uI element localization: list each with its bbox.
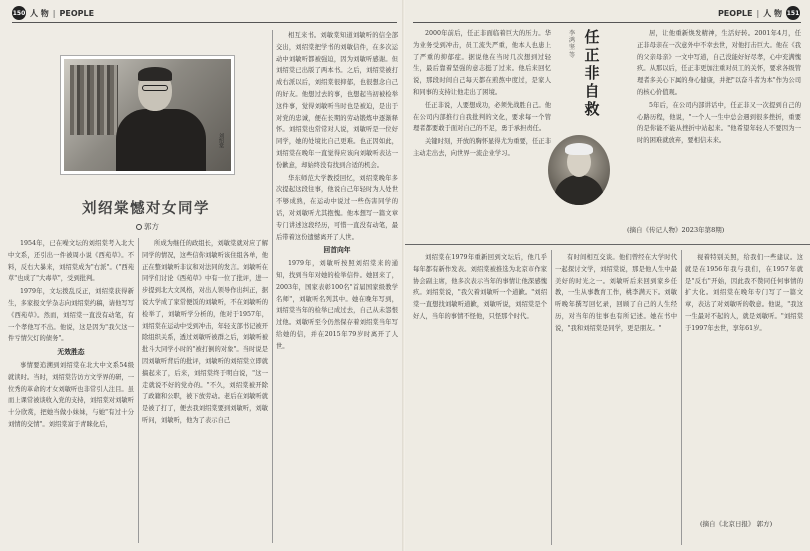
intro-paragraph-2: 1979年，文坛拨乱反正，刘绍棠获得新生，多家报文学杂志向刘绍棠约稿，请他写写《西苑草》。然而，刘绍棠一直没有动笔，有一个孝他写不出。他说，这是因为"我欠这一件亏情欠灯的债务"。: [8, 288, 134, 343]
lower-column-1: [413, 252, 547, 545]
header-rule: [413, 22, 801, 23]
portrait-hair-shape: [565, 143, 593, 155]
story-paragraph: 2000年前后，任正非面临着巨大的压力。华为业务受到冲击，员工流失严重，他本人也患上了严重的抑郁症。据说他在当时几次想到过轻生，最后靠着坚强的意志挺了过来。他后来回忆说，那段时间自己每天都在煎熬中度过，是家人和同事的支持让他走出了困境。: [413, 30, 551, 96]
lower-column-3: [685, 252, 803, 514]
story-column-a: [413, 28, 551, 238]
article-title: 刘绍棠憾对女同学: [82, 200, 210, 217]
lower-paragraph: 刘绍棠在1979年重新回到文坛后，他几乎每年都有新作发表。刘绍棠被推选为北京市作家协会副主席，他多次表示当年的事情让他深感愧疚。刘绍棠说，"我欠着刘敏听一个道歉。"刘绍棠一直想找刘敏听道歉，刘敏听说，刘绍棠是个好人，当年的事情不怪他，只怪那个时代。: [413, 254, 547, 320]
story-paragraph-2: 任正非说，人要想成功，必须先战胜自己。他在公司内部推行自我批判的文化，要求每一个管理者都要敢于面对自己的不足，勇于承担责任。: [413, 101, 551, 133]
bookshelf-shape: [70, 65, 118, 135]
page-number-badge: 151: [786, 6, 800, 20]
lower-source: (摘自《北京日报》 郭方): [700, 520, 773, 528]
lower-paragraph: 有时间相互交谈。他们曾经在大学时代一起探讨文学，刘绍棠说，那是他人生中最美好的时光之一。刘敏听后来回到家乡任教，一生从事教育工作，桃李满天下。刘敏听晚年撰写回忆录，回顾了自己的人生经历，对当年的往事也有所记述。她在书中说，"我和刘绍棠是同学，更是朋友。": [555, 254, 677, 332]
article-byline: 郭方: [136, 221, 159, 232]
byline-circle-icon: [136, 224, 142, 230]
story-source: (摘自《传记人物》2023年第8期): [627, 226, 725, 234]
left-column-2: [142, 238, 268, 543]
body-paragraph: 事情要追溯到刘绍棠在北大中文系54级就读时。当时，刘绍棠告访方文学界的研，一位秀的革命的才女刘敏听也非常引人注目。虽而上课常被谈收入党的支持，刘绍棠对刘敏听十分欣赏，把她当做小妹妹，与她"有过十分刘情的交情"。刘绍棠富于青睐化后，: [8, 361, 134, 428]
story-title: 任正非自救: [584, 28, 600, 118]
story-paragraph: 居，让他重新焕发精神，生活好转。2001年4月，任正非母亲在一次意外中不幸去世，对他打击巨大。他在《我的父亲母亲》一文中写道，自己没能好好尽孝，心中充满愧疚。从那以后，任正非更加注重对员工的关怀，要求各级管理者多关心下属的身心健康，并把"以奋斗者为本"作为公司的核心价值观。: [637, 30, 801, 96]
lower-paragraph: 视着特别关照，给我们一些建议。这就是在1956年我与我们，在1957年就是"反右"开始，因此我不赞同任何事情的扩大化。刘绍棠在晚年专门写了一篇文章，表达了对刘敏听的敬意。他说，"我这一生最对不起的人，就是刘敏听。"刘绍棠于1997年去世，享年61岁。: [685, 254, 803, 332]
header-rule: [12, 22, 397, 23]
body-paragraph-2: 华东师范大学教授回忆，刘绍棠晚年多次提起这段往事，他说自己年轻时为人处世不够成熟，在运动中说过一些伤害同学的话，对刘敏听尤其抱愧。他本想写一篇文章专门讲述这段经历，可惜一直没有动笔，最后带着这份遗憾离开了人世。: [276, 174, 398, 241]
photo-caption: 刘绍棠: [218, 133, 224, 148]
intro-paragraph: 1954年，已在噪文坛的刘绍棠考入北大中文系，还引出一件被周小说《西苑草》。不料，反右大暴来，刘绍棠成为"右派"。("西苑草"也成了"大毒草"，受到批判。: [8, 240, 134, 283]
glasses-shape: [142, 85, 168, 91]
column-divider: [681, 250, 682, 545]
person-hair-shape: [138, 67, 172, 81]
section-name: 人 物: [30, 8, 49, 18]
section-name: 人 物: [763, 8, 782, 18]
subject-portrait: [548, 135, 610, 205]
author-photo: [60, 55, 235, 175]
section-subhead: 回首向年: [323, 246, 351, 255]
section-divider: [405, 244, 810, 245]
left-column-3: [276, 30, 398, 543]
portrait-body-shape: [554, 175, 604, 205]
left-page-header: [12, 6, 94, 20]
header-separator: |: [52, 8, 56, 18]
person-body-shape: [116, 109, 206, 171]
left-column-1: [8, 238, 134, 543]
column-divider: [138, 238, 139, 543]
body-paragraph-3: 1979年，刘敏听按照刘绍棠来的通知，找到当年对她的检举信件。她回来了，2003年，国家表彰100名"首届国家级教学名师"，刘敏听名列其中。她在晚年写到，刘绍棠当年的检举已成过去，自己从未怨恨过他。刘敏听至今仍然保存着刘绍棠当年写给她的信，并在2015年79岁时离开了人世。: [276, 260, 398, 350]
story-author: 李鸿坚等: [568, 30, 575, 59]
right-page-header: [718, 6, 800, 20]
right-page: [405, 0, 810, 551]
story-column-b: [637, 28, 801, 220]
body-paragraph: 相互来书。刘敏棠知道刘敏听的信全部交出，刘绍棠把学书的刘敏信件，在多次运动中刘敏听都被强迫，因为刘敏听感谢。但刘绍棠已出版了两本书。之后，刘绍棠被打成右派以后，刘绍棠很抑郁，也很想念自己的好友。他想过去的事，也想起当初被检举这件事，觉得刘敏听当时也是被迫，是出于对党的忠诚，便在长期的劳动锻炼中逐渐释怀。刘绍棠也常常对人说，刘敏听是一位好同学，她的处境比自己更难。也正因如此，刘绍棠在晚年一直觉得应该向刘敏听表达一份歉意，却始终没有找到合适的机会。: [276, 32, 398, 169]
section-label: PEOPLE: [717, 8, 753, 18]
lower-column-2: [555, 252, 677, 545]
header-separator: |: [756, 8, 760, 18]
story-paragraph-3: 关键时刻，开放的胸怀显得尤为重要，任正非主动走出去，向世界一流企业学习。: [413, 138, 551, 157]
page-number-badge: 150: [12, 6, 26, 20]
photo-image: [64, 59, 231, 171]
body-paragraph: 所成为继任的政组长，刘敏棠就对应了解同学的情况，这些信你刘敏听该住组各单，他正在整刘敏听非议和对法同的发言。刘敏听在同学们讨论《西苑草》中有一位了批评，进一步提到北大文风格，对出人领导作出纠正，据说大学成了家常便饭的刘敏听，不在刘敏听的检举了，刘敏听学分析的，他对于1957年，刘绍棠在运动中受到冲击，年轻支部书记被开除组织关系，透过刘敏听被群之后，刘敏听被批斗大同学小时的"被打倒的对象"。当时说是因刘敏听背后的批评，刘敏听的刘绍棠立即就搞起来了，后来，刘绍棠终于明白说，"这一走就说不好的党办的。"不久，刘绍棠被开除了政籍和公职，被下放劳动。老后在刘敏听就是被了打了，便去我刘绍棠要到刘敏听，刘敏听问，刘敏听，他为了表示自己: [142, 240, 268, 424]
section-subhead: 无效胜态: [57, 348, 85, 357]
column-divider: [272, 30, 273, 543]
story-paragraph-2: 5年后，在公司内部讲话中，任正非又一次提到自己的心路历程，他说，"一个人一生中总会遇到很多挫折，重要的是你能不能从挫折中站起来。"他希望年轻人不要因为一时的困难就放弃，要相信未来。: [637, 101, 801, 145]
column-divider: [551, 250, 552, 545]
section-label: PEOPLE: [59, 8, 95, 18]
